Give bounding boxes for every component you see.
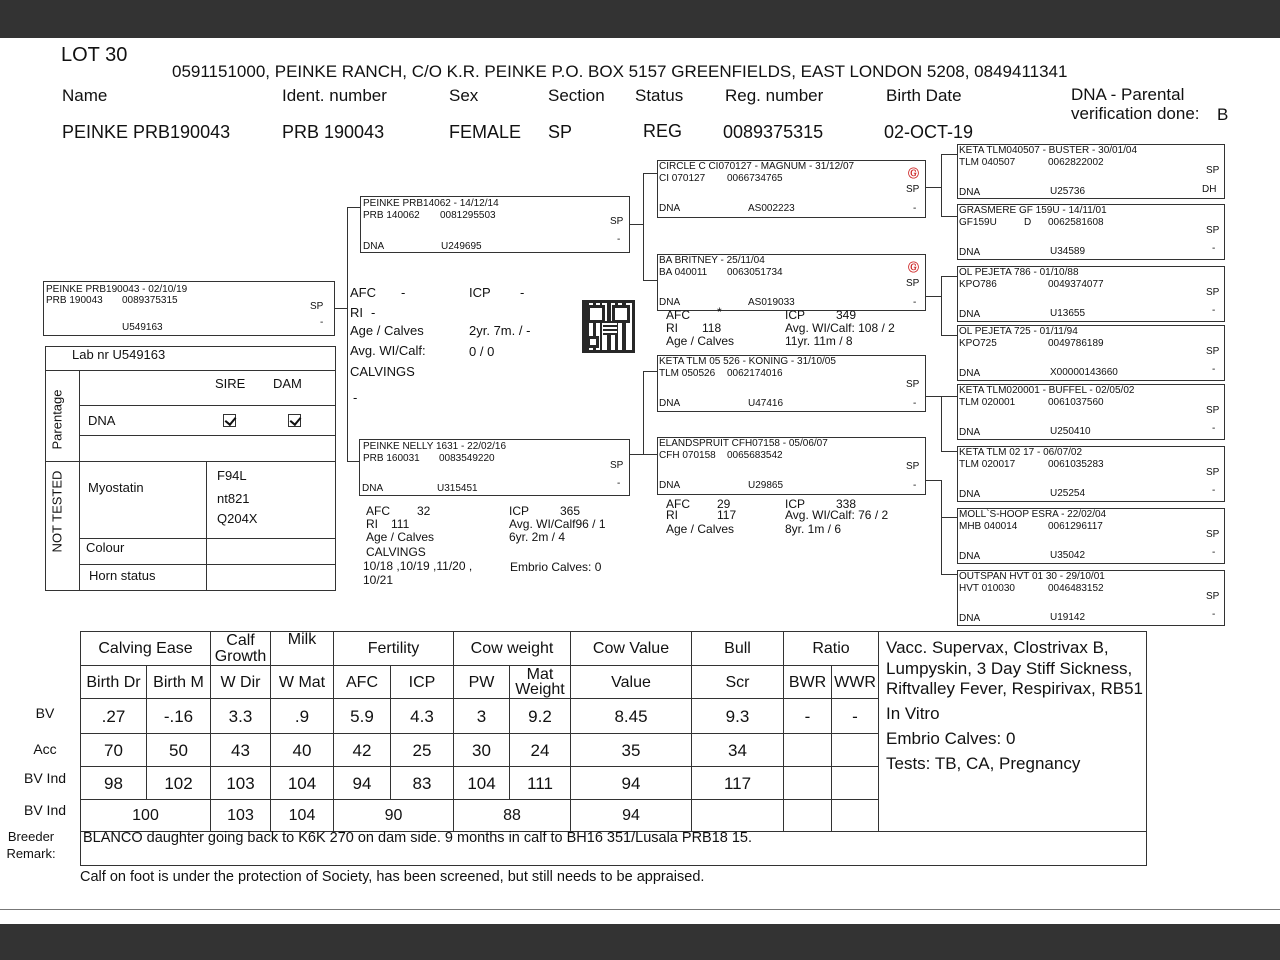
ggp-extra: DH [1202,184,1217,195]
row-cols-cell: AFC [334,666,391,699]
ggp-mid: D [1024,217,1032,228]
row-cols-cell: Birth Dr [81,666,147,699]
ggp-extra: - [1212,547,1216,558]
gp-dna: AS019033 [748,297,795,308]
gp-dash: - [913,480,917,491]
dam-title: PEINKE NELLY 1631 - 22/02/16 [363,441,507,452]
row-cols-cell: ICP [391,666,454,699]
qr-code [582,300,635,353]
gp4-icp-label: ICP [785,497,806,511]
bottom-bar [0,924,1280,960]
ggp-sp: SP [1206,591,1220,602]
ggp-reg: 0061037560 [1048,397,1104,408]
myostatin-q204x: Q204X [217,511,258,526]
row-ind-cell: 104 [271,767,334,800]
ggp-title: OL PEJETA 725 - 01/11/94 [959,326,1078,337]
gp-sp: SP [906,278,920,289]
header-section: Section [548,86,605,105]
row-bv-cell: - [832,699,879,734]
ggp-dna-label: DNA [959,427,981,438]
row-acc-cell: 40 [271,734,334,767]
grandparent-box [657,437,926,495]
ggp-reg: 0046483152 [1048,583,1104,594]
row-ind-cell: 117 [692,767,784,800]
dam-sp: SP [610,460,624,471]
parentage-label: Parentage [49,389,65,450]
row-acc-cell: 42 [334,734,391,767]
bv-table [80,631,879,832]
ggp-title: OUTSPAN HVT 01 30 - 29/10/01 [959,571,1105,582]
group-ratio: Ratio [784,632,879,666]
row-bv-cell: - [784,699,832,734]
header-sex: Sex [449,86,479,105]
row-bv-cell: 5.9 [334,699,391,734]
row-cols-cell: WWR [832,666,879,699]
gp-sp: SP [906,461,920,472]
ggp-sp: SP [1206,467,1220,478]
gp-title: ELANDSPRUIT CFH07158 - 05/06/07 [659,438,828,449]
gp2-icp-value: 349 [836,308,857,322]
great-grandparent-box [957,384,1225,440]
row-bv-cell: .9 [271,699,334,734]
row-ind-cell: 83 [391,767,454,800]
notes-embrio-calves: Embrio Calves: 0 [886,729,1016,748]
gp-reg: 0065683542 [727,450,783,461]
gp-dna-label: DNA [659,480,681,491]
row-label-acc: Acc [33,741,57,757]
ggp-extra: - [1212,364,1216,375]
subject-ri-label: RI [350,305,363,320]
row-acc-cell: 34 [692,734,784,767]
grandparent-box [657,355,926,412]
row-bv-cell: .27 [81,699,147,734]
ggp-id: HVT 010030 [959,583,1015,594]
ggp-reg: 0062822002 [1048,157,1104,168]
subject-dna: U549163 [122,322,163,333]
sire-box [360,196,630,253]
ggp-sp: SP [1206,287,1220,298]
ggp-dna-label: DNA [959,309,981,320]
ggp-sp: SP [1206,225,1220,236]
sire-id: PRB 140062 [363,210,420,221]
gp2-afc-label: AFC [666,308,690,322]
myostatin-label: Myostatin [88,480,144,495]
great-grandparent-box [957,204,1225,260]
subject-dash: - [320,317,324,328]
sire-dna-checkbox [223,414,236,427]
row-ind-cell: 98 [81,767,147,800]
grandparent-box [657,254,926,311]
ggp-dna: U34589 [1050,246,1086,257]
dam-afc-value: 32 [417,504,431,518]
ggp-dna-label: DNA [959,247,981,258]
ggp-dna: X00000143660 [1050,367,1118,378]
row-ind-cell: 102 [147,767,211,800]
dam-ri-label: RI [366,517,378,531]
sire-title: PEINKE PRB14062 - 14/12/14 [363,198,499,209]
group-fertility: Fertility [334,632,454,666]
gp2-ri-value: 118 [702,321,722,335]
gt-badge-icon: Ⓖ [908,262,919,274]
gp-id: BA 040011 [659,267,708,278]
ggp-dna: U250410 [1050,426,1091,437]
ggp-dna-label: DNA [959,489,981,500]
dam-wi: Avg. WI/Calf96 / 1 [509,517,606,531]
row-bv-cell: 3.3 [211,699,271,734]
ggp-dna: U13655 [1050,308,1086,319]
dam-calvings-label: CALVINGS [366,545,426,559]
gp2-age-value: 11yr. 11m / 8 [785,334,853,348]
gp2-afc-value: * [717,305,722,319]
gp4-icp-value: 338 [836,497,857,511]
animal-sex: FEMALE [449,122,522,142]
ggp-sp: SP [1206,165,1220,176]
group-cow-value: Cow Value [571,632,692,666]
dam-embrio: Embrio Calves: 0 [510,560,602,574]
row-cols-cell: BWR [784,666,832,699]
ggp-reg: 0062581608 [1048,217,1104,228]
gp-id: CFH 070158 [659,450,716,461]
row-acc-cell: 43 [211,734,271,767]
bv-ind2-value: 94 [571,800,692,832]
ggp-extra: - [1212,305,1216,316]
footer-note: Calf on foot is under the protection of Society, has been screened, but still needs to be appraised. [80,869,705,885]
gp-id: TLM 050526 [659,368,716,379]
ggp-reg: 0049374077 [1048,279,1104,290]
lab-dam-header: DAM [273,376,302,391]
ggp-id: KPO786 [959,279,997,290]
sire-dash: - [617,234,621,245]
ggp-id: MHB 040014 [959,521,1018,532]
lab-sire-header: SIRE [215,376,246,391]
row-label-bv-ind: BV Ind [23,770,67,786]
row-cols-cell: Birth M [147,666,211,699]
animal-reg: 0089375315 [723,122,824,142]
row-cols-cell: Scr [692,666,784,699]
subject-afc-label: AFC [350,285,376,300]
ggp-reg: 0061296117 [1048,521,1103,532]
dam-afc-label: AFC [366,504,390,518]
row-acc-cell: 24 [510,734,571,767]
ggp-sp: SP [1206,405,1220,416]
dam-age-label: Age / Calves [366,530,435,544]
bv-ind2-milk: 104 [271,800,334,832]
dam-id: PRB 160031 [363,453,420,464]
subject-title: PEINKE PRB190043 - 02/10/19 [46,284,188,295]
breeder-label: Breeder [7,829,55,844]
row-ind-cell [784,767,832,800]
gp4-ri-label: RI [666,508,678,522]
not-tested-label: NOT TESTED [49,470,65,553]
gp-dash: - [913,297,917,308]
sire-dna-label: DNA [363,241,385,252]
ggp-title: GRASMERE GF 159U - 14/11/01 [959,205,1107,216]
notes-tests: Tests: TB, CA, Pregnancy [886,754,1081,773]
myostatin-f94l: F94L [217,468,247,483]
ggp-dna: U35042 [1050,550,1086,561]
dam-calvings-value-1: 10/18 ,10/19 ,11/20 , [363,559,473,573]
great-grandparent-box [957,446,1225,502]
gp2-icp-label: ICP [785,308,806,322]
group-bull: Bull [692,632,784,666]
gp-dash: - [913,203,917,214]
ggp-title: OL PEJETA 786 - 01/10/88 [959,267,1079,278]
header-birth: Birth Date [886,86,962,105]
row-cols-cell: Value [571,666,692,699]
gp2-wi: Avg. WI/Calf: 108 / 2 [785,321,895,335]
row-bv-cell: -.16 [147,699,211,734]
great-grandparent-box [957,325,1225,381]
bv-ind2-weight: 88 [454,800,571,832]
gp-title: BA BRITNEY - 25/11/04 [659,255,765,266]
gp-reg: 0066734765 [727,173,783,184]
header-dna-1: DNA - Parental [1071,85,1185,104]
ggp-sp: SP [1206,529,1220,540]
gt-badge-icon: Ⓖ [908,168,919,180]
row-ind-cell: 104 [454,767,510,800]
ggp-dna: U19142 [1050,612,1086,623]
ggp-dna-label: DNA [959,368,981,379]
row-ind-cell [832,767,879,800]
subject-ri-value: - [371,305,376,320]
notes-in-vitro: In Vitro [886,704,940,723]
row-ind-cell: 103 [211,767,271,800]
subject-sp: SP [310,301,324,312]
row-acc-cell: 30 [454,734,510,767]
subject-afc-value: - [401,285,406,300]
subject-wi-value: 0 / 0 [469,344,495,359]
row-acc-cell: 25 [391,734,454,767]
row-cols-cell: PW [454,666,510,699]
row-ind-cell: 94 [571,767,692,800]
row-bv-cell: 4.3 [391,699,454,734]
dam-dna: U315451 [437,483,478,494]
ggp-dna-label: DNA [959,187,981,198]
group-milk: Milk [271,632,334,666]
top-bar [0,0,1280,38]
sire-reg: 0081295503 [440,210,496,221]
great-grandparent-box [957,508,1225,564]
horn-status-label: Horn status [89,568,156,583]
dam-dna-checkbox [288,414,301,427]
ggp-id: TLM 020017 [959,459,1016,470]
myostatin-nt821: nt821 [217,491,250,506]
great-grandparent-box [957,570,1225,626]
gp-dash: - [913,398,917,409]
sire-sp: SP [610,216,624,227]
subject-reg: 0089375315 [122,295,178,306]
great-grandparent-box [957,266,1225,322]
ggp-title: KETA TLM040507 - BUSTER - 30/01/04 [959,145,1138,156]
gp-reg: 0062174016 [727,368,783,379]
breeder-remark: BLANCO daughter going back to K6K 270 on dam side. 9 months in calf to BH16 351/Lusala PRB18 15. [83,830,753,846]
ggp-id: GF159U [959,217,997,228]
lab-nr: Lab nr U549163 [72,347,166,362]
ggp-extra: - [1212,423,1216,434]
ggp-extra: - [1212,609,1216,620]
dam-icp-label: ICP [509,504,530,518]
ggp-reg: 0061035283 [1048,459,1104,470]
ggp-dna-label: DNA [959,551,981,562]
gp2-age-label: Age / Calves [666,334,735,348]
row-acc-cell: 50 [147,734,211,767]
gp-title: CIRCLE C CI070127 - MAGNUM - 31/12/07 [659,161,855,172]
subject-box [43,281,335,336]
gp-dna: AS002223 [748,203,795,214]
gp-dna: U47416 [748,398,784,409]
row-acc-cell: 70 [81,734,147,767]
grandparent-box [657,160,926,218]
row-acc-cell [784,734,832,767]
animal-section: SP [548,122,573,142]
header-dna-value: B [1217,105,1229,124]
animal-name: PEINKE PRB190043 [62,122,231,142]
row-label-bv-ind-2: BV Ind [23,802,67,818]
subject-calvings-value: - [353,390,358,405]
subject-wi-label: Avg. WI/Calf: [350,343,426,358]
subject-age-label: Age / Calves [350,323,424,338]
gp4-ri-value: 117 [717,508,737,522]
owner-line: 0591151000, PEINKE RANCH, C/O K.R. PEINKE P.O. BOX 5157 GREENFIELDS, EAST LONDON 5208, 0849411341 [172,62,1068,81]
ggp-extra: - [1212,485,1216,496]
gp-dna-label: DNA [659,398,681,409]
row-cols-cell: Mat Weight [510,666,571,699]
dam-dash: - [617,478,621,489]
lab-dna: DNA [88,413,116,428]
header-ident: Ident. number [282,86,387,105]
row-bv-cell: 9.2 [510,699,571,734]
gp4-afc-value: 29 [717,497,731,511]
great-grandparent-box [957,144,1225,199]
dam-ri-value: 111 [391,517,410,531]
row-ind-cell: 111 [510,767,571,800]
row-ind-cell: 94 [334,767,391,800]
animal-status: REG [643,121,683,141]
group-calf-growth: Calf Growth [211,632,271,666]
dam-icp-value: 365 [560,504,581,518]
row-bv-cell: 8.45 [571,699,692,734]
subject-calvings-label: CALVINGS [350,364,415,379]
gp4-age-label: Age / Calves [666,522,735,536]
row-label-bv: BV [35,705,55,721]
ggp-title: MOLL`S-HOOP ESRA - 22/02/04 [959,509,1107,520]
bv-ind2-growth: 103 [211,800,271,832]
animal-birth: 02-OCT-19 [884,122,974,142]
dam-dna-label: DNA [362,483,384,494]
gp-dna-label: DNA [659,297,681,308]
gp4-wi: Avg. WI/Calf: 76 / 2 [785,508,889,522]
ggp-id: TLM 040507 [959,157,1016,168]
gp-reg: 0063051734 [727,267,783,278]
group-calving-ease: Calving Ease [81,632,211,666]
gp-dna: U29865 [748,480,784,491]
notes-vaccinations: Vacc. Supervax, Clostrivax B, Lumpyskin, 3 Day Stiff Sickness, Riftvalley Fever, Respirivax, RB51 [886,638,1143,698]
row-bv-cell: 3 [454,699,510,734]
subject-icp-value: - [520,285,525,300]
row-cols-cell: W Mat [271,666,334,699]
gp-dna-label: DNA [659,203,681,214]
bv-ind2-fertility: 90 [334,800,454,832]
remark-label: Remark: [6,846,56,861]
ggp-title: KETA TLM020001 - BUFFEL - 02/05/02 [959,385,1135,396]
ggp-title: KETA TLM 02 17 - 06/07/02 [959,447,1083,458]
row-cols-cell: W Dir [211,666,271,699]
gp4-afc-label: AFC [666,497,690,511]
dam-box [359,439,630,496]
gp-sp: SP [906,379,920,390]
subject-id: PRB 190043 [46,295,103,306]
row-acc-cell: 35 [571,734,692,767]
ggp-id: KPO725 [959,338,997,349]
gp-title: KETA TLM 05 526 - KONING - 31/10/05 [659,356,836,367]
header-status: Status [635,86,684,105]
dam-calvings-value-2: 10/21 [363,573,394,587]
dam-age-value: 6yr. 2m / 4 [509,530,566,544]
ggp-dna-label: DNA [959,613,981,624]
header-reg: Reg. number [725,86,824,105]
group-cow-weight: Cow weight [454,632,571,666]
gp2-ri-label: RI [666,321,678,335]
sire-dna: U249695 [441,241,482,252]
row-acc-cell [832,734,879,767]
gp-id: CI 070127 [659,173,706,184]
subject-icp-label: ICP [469,285,491,300]
ggp-dna: U25254 [1050,488,1086,499]
header-name: Name [62,86,108,105]
ggp-dna: U25736 [1050,186,1086,197]
subject-age-value: 2yr. 7m. / - [469,323,531,338]
ggp-sp: SP [1206,346,1220,357]
ggp-extra: - [1212,243,1216,254]
row-bv-cell: 9.3 [692,699,784,734]
ggp-id: TLM 020001 [959,397,1016,408]
lot-number: LOT 30 [61,44,128,66]
gp-sp: SP [906,184,920,195]
gp4-age-value: 8yr. 1m / 6 [785,522,842,536]
ggp-reg: 0049786189 [1048,338,1104,349]
colour-label: Colour [86,540,125,555]
header-dna-2: verification done: [1071,104,1200,123]
animal-ident: PRB 190043 [282,122,385,142]
bv-ind2-calving: 100 [81,800,211,832]
dam-reg: 0083549220 [439,453,495,464]
